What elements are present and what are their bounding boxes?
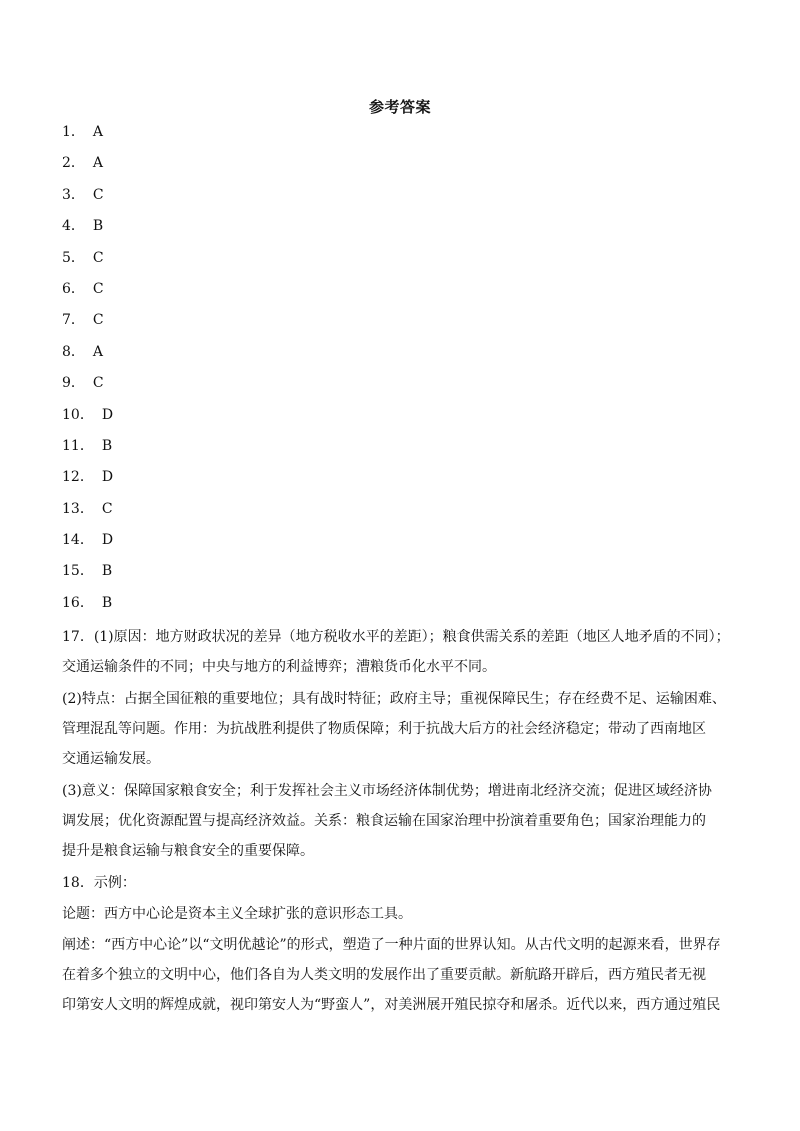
question-number: 9． bbox=[62, 375, 85, 392]
text-line: 调发展；优化资源配置与提高经济效益。关系：粮食运输在国家治理中扮演着重要角色；国家治理能力的 bbox=[62, 813, 706, 829]
text-line: 17．(1)原因：地方财政状况的差异（地方税收水平的差距）；粮食供需关系的差距（地区人地矛盾的不同）； bbox=[62, 629, 730, 645]
text-line: 18．示例： bbox=[62, 875, 136, 891]
question-number: 11． bbox=[62, 437, 94, 454]
answer-item bbox=[62, 499, 742, 530]
text-line: 在着多个独立的文明中心，他们各自为人类文明的发展作出了重要贡献。新航路开辟后，西方殖民者无视 bbox=[62, 967, 706, 983]
answer-item bbox=[62, 216, 742, 247]
answer-letter: A bbox=[92, 155, 104, 172]
answer-letter: A bbox=[92, 124, 104, 140]
answer-item bbox=[62, 310, 742, 341]
answer-letter: C bbox=[92, 186, 104, 203]
answer-item bbox=[62, 373, 742, 404]
question-number: 13． bbox=[62, 500, 94, 517]
answer-letter: C bbox=[92, 375, 104, 392]
text-line: (2)特点：占据全国征粮的重要地位；具有战时特征；政府主导；重视保障民生；存在经费不足、运输困难、 bbox=[62, 691, 726, 707]
q18-thesis bbox=[62, 899, 742, 929]
answer-item bbox=[62, 561, 742, 592]
q18-argument-paragraph bbox=[62, 930, 742, 1020]
multiple-choice-answers bbox=[62, 122, 742, 624]
question-number: 16． bbox=[62, 594, 94, 611]
question-number: 4． bbox=[62, 218, 85, 235]
answer-letter: D bbox=[101, 406, 114, 423]
q17-part2-paragraph bbox=[62, 684, 742, 774]
answer-item bbox=[62, 279, 742, 310]
answer-item bbox=[62, 405, 742, 436]
question-number: 12． bbox=[62, 469, 94, 486]
q17-part1-paragraph bbox=[62, 622, 742, 682]
text-line: 论题：西方中心论是资本主义全球扩张的意识形态工具。 bbox=[62, 906, 412, 922]
question-number: 6． bbox=[62, 280, 85, 297]
q17-part3-paragraph bbox=[62, 776, 742, 866]
question-number: 7． bbox=[62, 312, 85, 329]
text-line: 管理混乱等问题。作用：为抗战胜利提供了物质保障；利于抗战大后方的社会经济稳定；带动了西南地区 bbox=[62, 721, 706, 737]
question-number: 10． bbox=[62, 406, 94, 423]
answer-item bbox=[62, 185, 742, 216]
answer-letter: C bbox=[92, 249, 104, 266]
question-number: 2． bbox=[62, 155, 85, 172]
answer-letter: D bbox=[101, 532, 114, 549]
answer-item bbox=[62, 122, 742, 153]
text-line: 交通运输条件的不同；中央与地方的利益博弈；漕粮货币化水平不同。 bbox=[62, 659, 496, 675]
answer-letter: A bbox=[92, 343, 104, 360]
question-number: 5． bbox=[62, 249, 85, 266]
answer-letter: D bbox=[101, 469, 114, 486]
answer-item bbox=[62, 467, 742, 498]
answer-letter: C bbox=[101, 500, 113, 517]
answer-item bbox=[62, 342, 742, 373]
page-title: 参考答案 bbox=[368, 98, 431, 116]
answer-letter: C bbox=[92, 312, 104, 329]
answer-letter: B bbox=[101, 563, 113, 580]
answer-item bbox=[62, 153, 742, 184]
answer-item bbox=[62, 593, 742, 624]
question-number: 1． bbox=[62, 124, 85, 140]
question-number: 3． bbox=[62, 186, 85, 203]
question-number: 15． bbox=[62, 563, 94, 580]
answer-item bbox=[62, 436, 742, 467]
question-number: 8． bbox=[62, 343, 85, 360]
text-line: 阐述：“西方中心论”以“文明优越论”的形式，塑造了一种片面的世界认知。从古代文明的起源来看，世界存 bbox=[62, 937, 721, 953]
question-number: 14． bbox=[62, 532, 94, 549]
answer-item bbox=[62, 248, 742, 279]
text-line: (3)意义：保障国家粮食安全；利于发挥社会主义市场经济体制优势；增进南北经济交流；促进区域经济协 bbox=[62, 783, 712, 799]
text-line: 提升是粮食运输与粮食安全的重要保障。 bbox=[62, 843, 314, 859]
text-line: 印第安人文明的辉煌成就，视印第安人为“野蛮人”，对美洲展开殖民掠夺和屠杀。近代以来，西方通过殖民 bbox=[62, 997, 721, 1013]
answer-item bbox=[62, 530, 742, 561]
text-line: 交通运输发展。 bbox=[62, 751, 160, 767]
answer-letter: C bbox=[92, 280, 104, 297]
answer-letter: B bbox=[101, 594, 113, 611]
q18-label bbox=[62, 868, 742, 898]
answer-letter: B bbox=[92, 218, 104, 235]
answer-letter: B bbox=[101, 437, 113, 454]
